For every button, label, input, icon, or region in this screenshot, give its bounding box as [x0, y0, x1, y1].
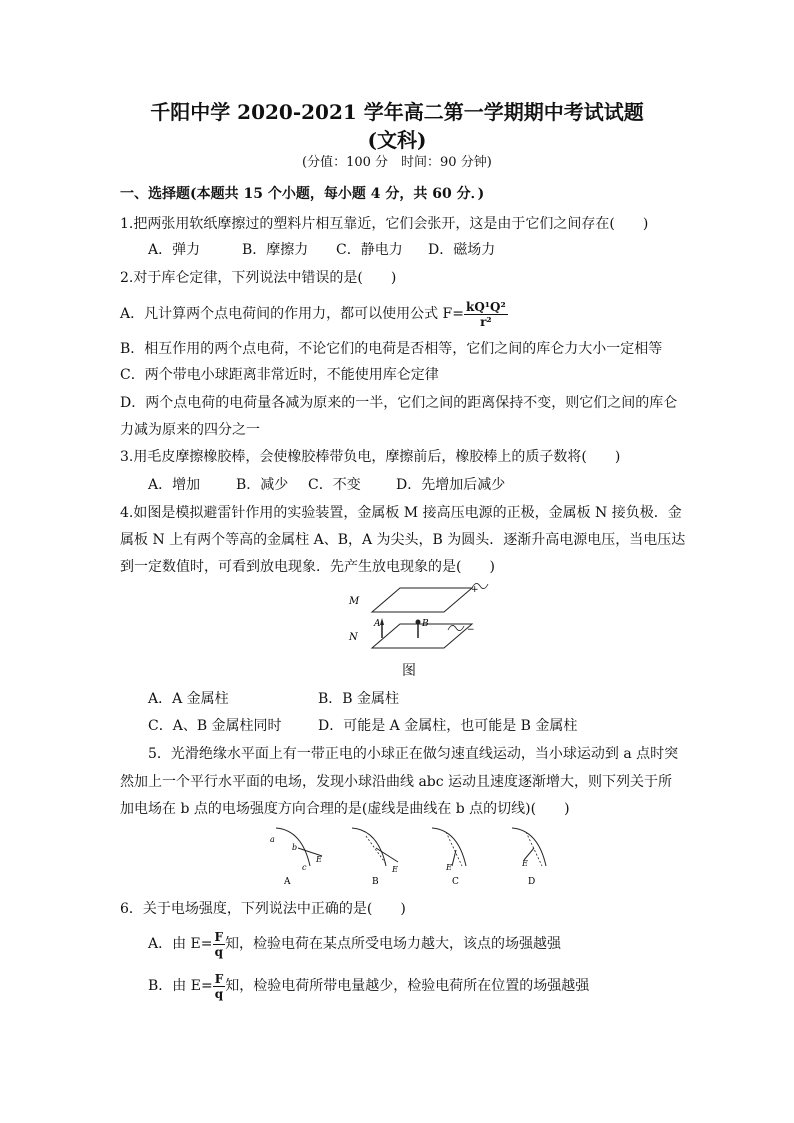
question-5-line2: 然加上一个平行水平面的电场，发现小球沿曲线 abc 运动且速度逐渐增大，则下列关于所 [120, 774, 673, 790]
page-title: 千阳中学 2020-2021 学年高二第一学期期中考试试题 [150, 100, 644, 124]
label-n: N [349, 632, 358, 643]
formula-denominator: r² [480, 314, 492, 329]
q6-option-a-prefix: A．由 E= [148, 936, 213, 952]
q2-option-a [120, 298, 508, 330]
field-arrow [452, 850, 456, 866]
tangent-line [366, 836, 386, 864]
field-label: E [446, 863, 452, 872]
q2-option-c: C．两个带电小球距离非常近时，不能使用库仑定律 [120, 367, 439, 383]
exam-meta: (分值：100 分 时间：90 分钟) [302, 155, 492, 170]
question-2-stem: 2.对于库仑定律，下列说法中错误的是( ) [120, 270, 397, 286]
pillar-b-ball [416, 620, 421, 625]
q1-option-a: A．弹力 [148, 242, 201, 258]
q3-option-c: C．不变 [308, 477, 361, 493]
field-formula-b [213, 972, 226, 1001]
q4-option-c: C．A、B 金属柱同时 [148, 718, 282, 734]
q6-option-b-suffix: 知，检验电荷所带电量越少，检验电荷所在位置的场强越强 [225, 978, 590, 994]
point-c-label: c [302, 863, 307, 872]
question-4-line2: 属板 N 上有两个等高的金属柱 A、B，A 为尖头，B 为圆头．逐渐升高电源电压，当电压达 [120, 532, 686, 548]
coulomb-formula [464, 300, 508, 329]
q3-option-b: B．减少 [236, 477, 289, 493]
q1-option-c: C．静电力 [336, 242, 403, 258]
question-3-stem: 3.用毛皮摩擦橡胶棒，会使橡胶棒带负电，摩擦前后，橡胶棒上的质子数将( ) [120, 449, 621, 465]
pillar-a-tip [380, 618, 384, 625]
tangent-line [526, 832, 542, 866]
label-plus: + [471, 585, 479, 595]
q2-option-d-line2: 力减为原来的四分之一 [120, 422, 260, 438]
figure-option-a [270, 828, 322, 887]
field-formula-a [213, 930, 226, 959]
field-arrow [376, 848, 398, 862]
plate-n-wire [448, 625, 464, 630]
q3-option-d: D．先增加后减少 [396, 477, 506, 493]
question-4-options-row2 [148, 716, 577, 736]
q2-option-b: B．相互作用的两个点电荷，不论它们的电荷是否相等，它们之间的库仑力大小一定相等 [120, 341, 663, 357]
question-5-line3: 加电场在 b 点的电场强度方向合理的是(虚线是曲线在 b 点的切线)( ) [120, 801, 570, 817]
figure-caption: 图 [402, 663, 416, 679]
figure-option-b [352, 828, 398, 887]
tangent-line [446, 832, 462, 866]
q4-option-d: D．可能是 A 金属柱，也可能是 B 金属柱 [318, 718, 578, 734]
field-label: E [392, 865, 398, 874]
q6-option-a-suffix: 知，检验电荷在某点所受电场力越大，该点的场强越强 [225, 936, 562, 952]
label-m: M [349, 596, 360, 607]
formula-denominator: q [214, 944, 223, 959]
point-b-label: b [292, 843, 298, 852]
formula-numerator: kQ¹Q² [466, 299, 506, 314]
figure-option-c [432, 828, 466, 887]
q2-option-d-line1: D．两个点电荷的电荷量各减为原来的一半，它们之间的距离保持不变，则它们之间的库仑 [120, 395, 678, 411]
point-a-label: a [270, 835, 275, 844]
question-4-line3: 到一定数值时，可看到放电现象．先产生放电现象的是( ) [120, 559, 495, 575]
figure-label-c: C [452, 877, 459, 887]
question-6-stem: 6．关于电场强度，下列说法中正确的是( ) [120, 901, 406, 917]
figure-option-d [512, 828, 546, 887]
formula-numerator: F [214, 929, 224, 944]
question-4-options-row1 [148, 689, 399, 709]
q6-option-b [148, 970, 589, 1002]
question-1-stem: 1.把两张用软纸摩擦过的塑料片相互靠近，它们会张开，这是由于它们之间存在( ) [120, 216, 649, 232]
question-5-line1: 5．光滑绝缘水平面上有一带正电的小球正在做匀速直线运动，当小球运动到 a 点时突 [148, 746, 679, 762]
label-minus: − [467, 625, 475, 635]
section-heading: 一、选择题(本题共 15 个小题，每小题 4 分，共 60 分．) [120, 186, 485, 202]
q1-option-d: D．磁场力 [428, 242, 496, 258]
label-a: A [374, 619, 381, 629]
field-label: E [316, 855, 322, 864]
formula-numerator: F [214, 971, 224, 986]
field-label: E [522, 859, 528, 868]
q4-option-a: A．A 金属柱 [148, 691, 229, 707]
question-4-line1: 4.如图是模拟避雷针作用的实验装置，金属板 M 接高压电源的正极，金属板 N 接负极．金 [120, 505, 682, 521]
figure-label-a: A [284, 877, 291, 887]
q6-option-b-prefix: B．由 E= [148, 978, 213, 994]
figure-label-d: D [528, 877, 536, 887]
q1-option-b: B．摩擦力 [242, 242, 309, 258]
q4-option-b: B．B 金属柱 [318, 691, 400, 707]
q3-option-a: A．增加 [148, 477, 201, 493]
q2-option-a-text: A．凡计算两个点电荷间的作用力，都可以使用公式 F= [120, 306, 465, 322]
plate-m [372, 588, 472, 612]
field-direction-figure [262, 822, 562, 890]
figure-label-b: B [372, 877, 379, 887]
page-subtitle: (文科) [367, 128, 427, 152]
label-b: B [422, 619, 429, 629]
q6-option-a [148, 928, 561, 960]
formula-denominator: q [214, 986, 224, 1001]
question-3-options [148, 475, 505, 495]
question-1-options [148, 240, 495, 260]
